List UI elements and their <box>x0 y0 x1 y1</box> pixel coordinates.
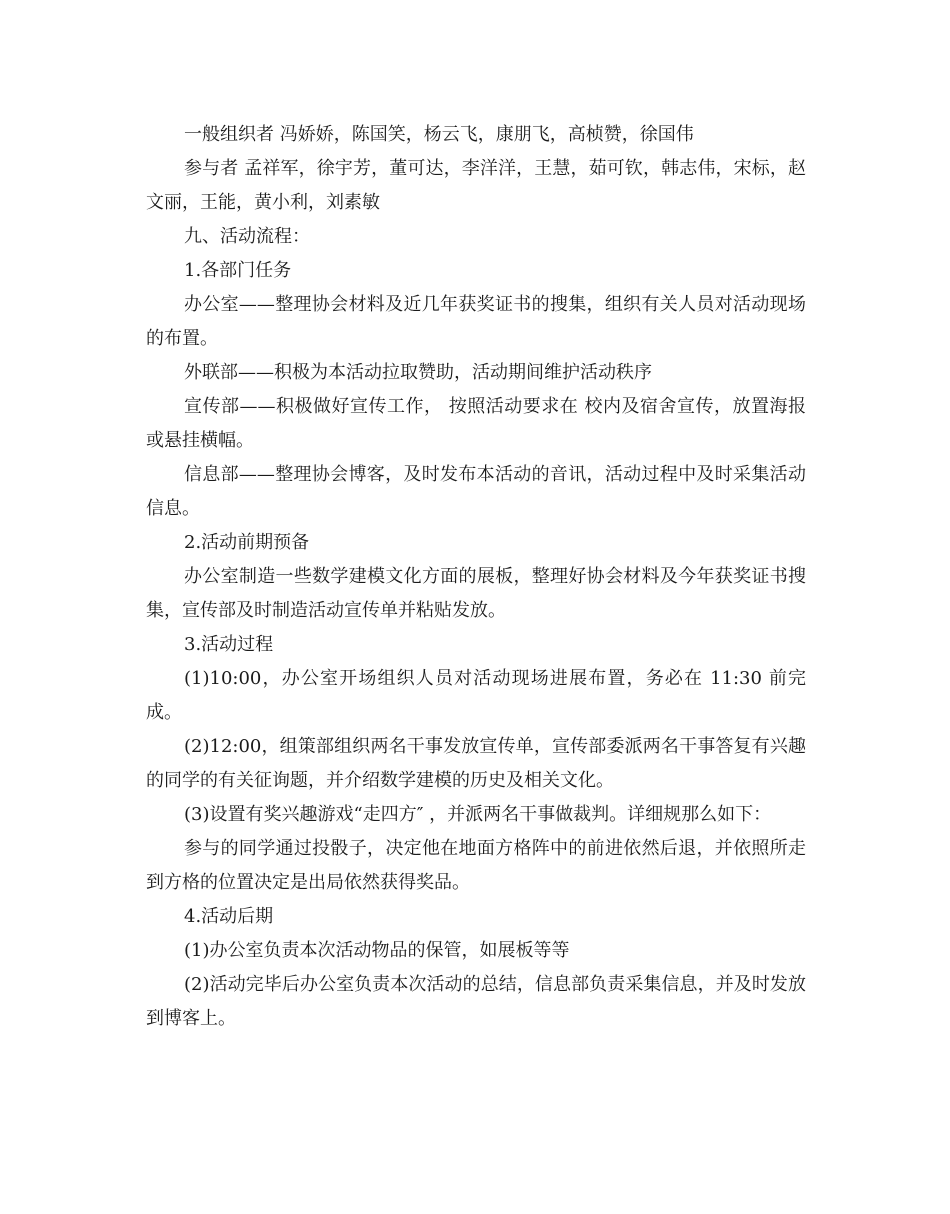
paragraph-preparation: 办公室制造一些数学建模文化方面的展板，整理好协会材料及今年获奖证书搜集，宣传部及时制造活动宣传单并粘贴发放。 <box>146 566 806 621</box>
document-body <box>146 118 806 1036</box>
subheading-followup: 4.活动后期 <box>184 906 274 927</box>
section-heading-activity-flow: 九、活动流程： <box>184 226 310 247</box>
paragraph-participants: 参与者 孟祥军，徐宇芳，董可达，李洋洋，王慧，茹可钦，韩志伟，宋标，赵文丽，王能，黄小利，刘素敏 <box>146 158 806 213</box>
paragraph-information-task: 信息部——整理协会博客，及时发布本活动的音讯，活动过程中及时采集活动信息。 <box>146 464 806 519</box>
subheading-preparation: 2.活动前期预备 <box>184 532 310 553</box>
paragraph-organizers: 一般组织者 冯娇娇，陈国笑，杨云飞，康朋飞，高桢赞，徐国伟 <box>184 124 694 145</box>
paragraph-game-rules: 参与的同学通过投骰子，决定他在地面方格阵中的前进依然后退，并依照所走到方格的位置决定是出局依然获得奖品。 <box>146 838 806 893</box>
paragraph-followup-step-1: (1)办公室负责本次活动物品的保管，如展板等等 <box>184 940 570 961</box>
paragraph-office-task: 办公室——整理协会材料及近几年获奖证书的搜集，组织有关人员对活动现场的布置。 <box>146 294 806 349</box>
subheading-department-tasks: 1.各部门任务 <box>184 260 292 281</box>
paragraph-process-step-1: (1)10:00，办公室开场组织人员对活动现场进展布置，务必在 11:30 前完成。 <box>146 668 806 723</box>
paragraph-followup-step-2: (2)活动完毕后办公室负责本次活动的总结，信息部负责采集信息，并及时发放到博客上。 <box>146 974 806 1029</box>
paragraph-liaison-task: 外联部——积极为本活动拉取赞助，活动期间维护活动秩序 <box>184 362 652 383</box>
paragraph-process-step-3: (3)设置有奖兴趣游戏“走四方″ ，并派两名干事做裁判。详细规那么如下： <box>184 804 772 825</box>
paragraph-publicity-task: 宣传部——积极做好宣传工作， 按照活动要求在 校内及宿舍宣传，放置海报或悬挂横幅。 <box>146 396 806 451</box>
paragraph-process-step-2: (2)12:00，组策部组织两名干事发放宣传单，宣传部委派两名干事答复有兴趣的同学的有关征询题，并介绍数学建模的历史及相关文化。 <box>146 736 806 791</box>
subheading-process: 3.活动过程 <box>184 634 274 655</box>
